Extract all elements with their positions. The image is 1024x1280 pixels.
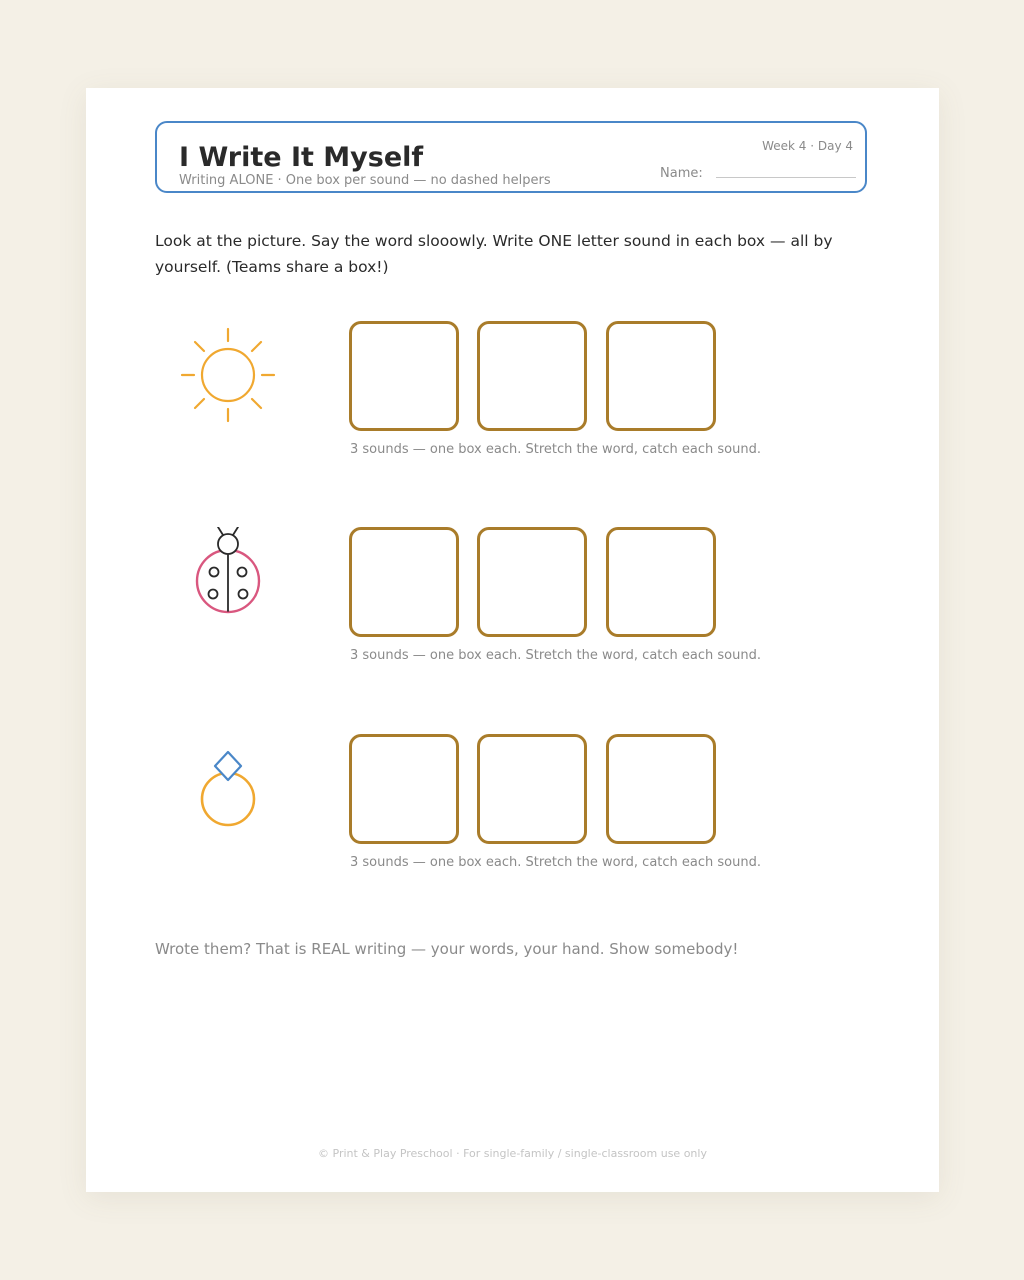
sound-box[interactable] — [477, 527, 587, 637]
sound-box[interactable] — [477, 734, 587, 844]
ring-icon — [178, 734, 278, 844]
word-row — [86, 321, 939, 466]
closing-message: Wrote them? That is REAL writing — your words, your hand. Show somebody! — [155, 940, 739, 958]
sound-box[interactable] — [349, 321, 459, 431]
word-row — [86, 527, 939, 672]
sun-icon — [178, 321, 278, 431]
sound-box[interactable] — [606, 321, 716, 431]
sound-box[interactable] — [477, 321, 587, 431]
sound-box[interactable] — [349, 527, 459, 637]
sound-box[interactable] — [606, 734, 716, 844]
name-label: Name: — [660, 166, 703, 181]
instructions: Look at the picture. Say the word slooowly. Write ONE letter sound in each box — all by yourself. (Teams share a box!) — [155, 232, 833, 276]
row-hint: 3 sounds — one box each. Stretch the word, catch each sound. — [350, 442, 761, 457]
week-day-label: Week 4 · Day 4 — [762, 139, 853, 153]
row-hint: 3 sounds — one box each. Stretch the word, catch each sound. — [350, 855, 761, 870]
header-box — [155, 121, 867, 193]
page-title: I Write It Myself — [179, 142, 424, 173]
sound-box[interactable] — [349, 734, 459, 844]
row-hint: 3 sounds — one box each. Stretch the word, catch each sound. — [350, 648, 761, 663]
name-line — [716, 177, 856, 178]
worksheet-page — [86, 88, 939, 1192]
ladybug-icon — [178, 527, 278, 637]
footer-copyright: © Print & Play Preschool · For single-family / single-classroom use only — [318, 1147, 707, 1160]
word-row — [86, 734, 939, 879]
page-subtitle: Writing ALONE · One box per sound — no dashed helpers — [179, 173, 551, 188]
sound-box[interactable] — [606, 527, 716, 637]
